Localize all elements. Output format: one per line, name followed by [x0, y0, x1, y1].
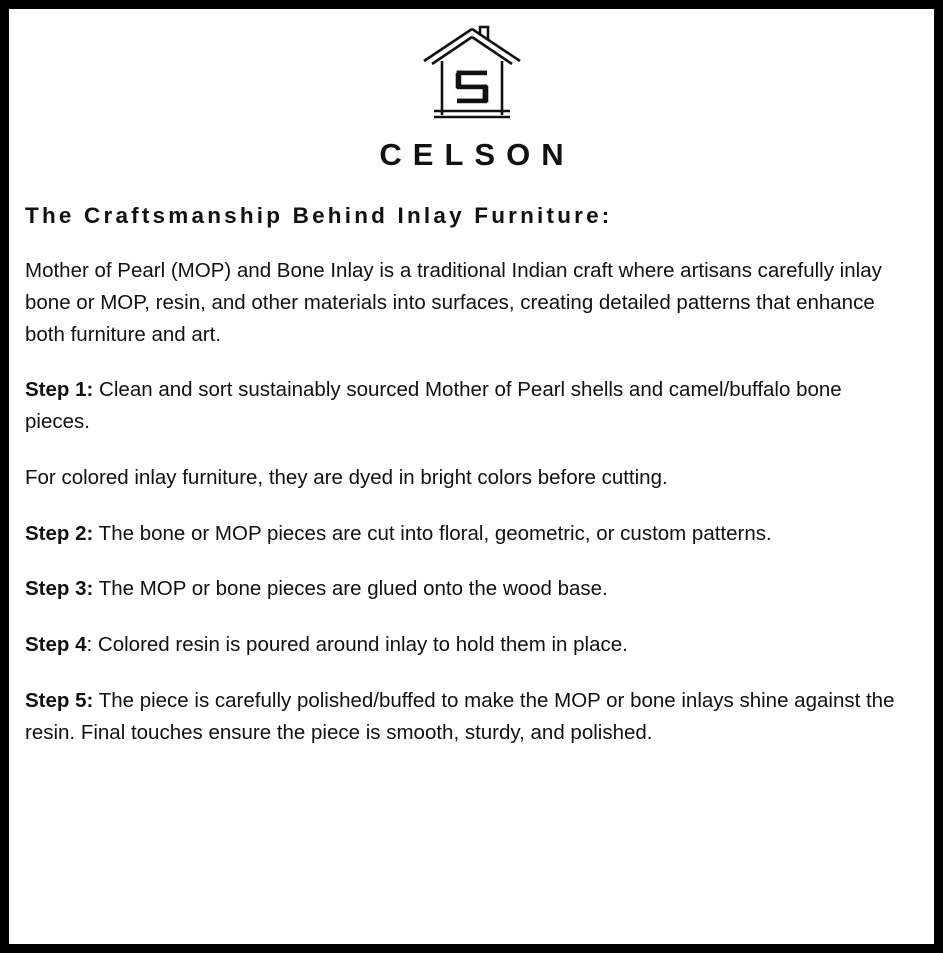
paragraph-text: : Colored resin is poured around inlay to hold them in place.	[86, 633, 628, 657]
paragraph-step-1	[25, 374, 910, 438]
paragraph-step-5	[25, 685, 910, 749]
paragraph-text: The bone or MOP pieces are cut into floral, geometric, or custom patterns.	[93, 521, 772, 545]
paragraph-text: The MOP or bone pieces are glued onto the wood base.	[93, 577, 608, 601]
paragraph-colored-inlay	[25, 462, 910, 494]
paragraph-step-2	[25, 518, 910, 550]
step-label: Step 1:	[25, 378, 94, 402]
step-label: Step 4	[25, 633, 87, 657]
body-content	[25, 255, 918, 748]
step-label: Step 2:	[25, 521, 94, 545]
page-title: The Craftsmanship Behind Inlay Furniture:	[25, 203, 613, 228]
paragraph-intro	[25, 255, 910, 350]
paragraph-text: The piece is carefully polished/buffed to make the MOP or bone inlays shine against the resin. Final touches ensure the piece is smooth, sturdy, and polished.	[25, 688, 895, 744]
paragraph-step-4	[25, 629, 910, 661]
paragraph-text: For colored inlay furniture, they are dyed in bright colors before cutting.	[25, 465, 668, 489]
brand-header	[25, 19, 918, 173]
step-label: Step 5:	[25, 688, 94, 712]
house-monogram-logo-icon	[25, 25, 918, 123]
paragraph-text: Clean and sort sustainably sourced Mother of Pearl shells and camel/buffalo bone pieces.	[25, 378, 842, 434]
brand-name: CELSON	[379, 137, 575, 172]
step-label: Step 3:	[25, 577, 94, 601]
paragraph-step-3	[25, 573, 910, 605]
paragraph-text: Mother of Pearl (MOP) and Bone Inlay is a traditional Indian craft where artisans carefully inlay bone or MOP, resin, and other materials into surfaces, creating detailed patterns that enhance both furniture and art.	[25, 259, 882, 346]
